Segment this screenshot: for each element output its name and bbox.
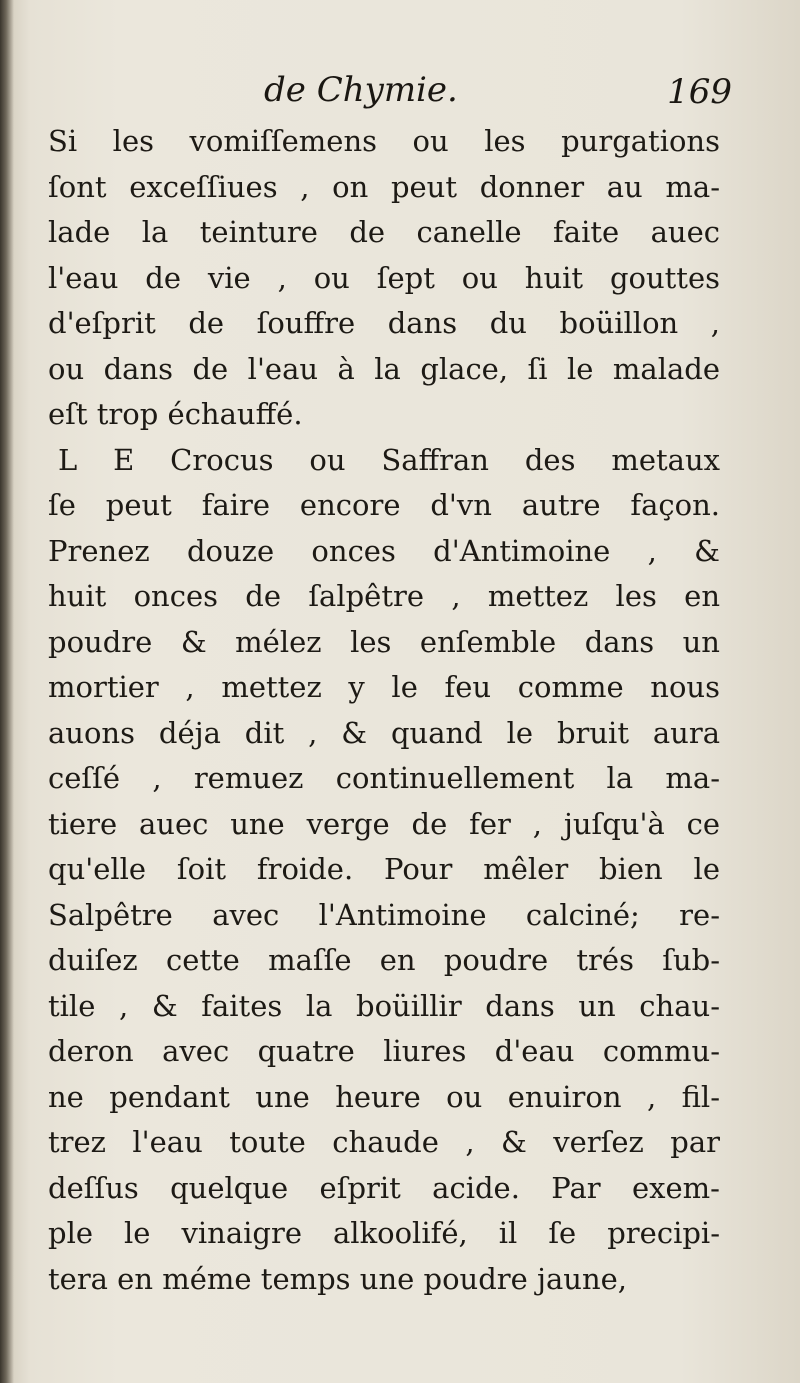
text-line: auons déja dit , & quand le bruit aura [48,715,720,750]
text-line: poudre & mélez les enſemble dans un [48,624,720,659]
page-number: 169 [667,72,732,112]
page-header [48,70,732,120]
text-line: tera en méme temps une poudre jaune, [48,1261,628,1296]
text-line: Prenez douze onces d'Antimoine , & [48,533,720,568]
text-line: duiſez cette maſſe en poudre trés ſub- [48,943,720,977]
text-line: deſſus quelque eſprit acide. Par exem- [48,1170,720,1205]
text-line: tile , & faites la boüillir dans un chau- [48,988,720,1023]
text-line: ou dans de l'eau à la glace, ſi le malade [48,351,720,386]
text-line: d'eſprit de ſouffre dans du boüillon , [48,306,720,340]
text-line: ceſſé , remuez continuellement la ma- [48,761,720,795]
text-line: L E Crocus ou Saffran des metaux [58,442,720,477]
text-line: ſe peut faire encore d'vn autre façon. [48,488,720,522]
text-line: tiere auec une verge de fer , juſqu'à ce [48,806,720,841]
body-text [48,119,720,1302]
binding-shadow [0,0,14,1383]
text-line: lade la teinture de canelle faite auec [48,215,720,249]
text-line: huit onces de ſalpêtre , mettez les en [48,579,720,613]
text-line: eſt trop échauffé. [48,397,303,431]
text-line: ne pendant une heure ou enuiron , fil- [48,1079,720,1114]
text-line: deron avec quatre liures d'eau commu- [48,1034,720,1068]
text-line: qu'elle ſoit froide. Pour mêler bien le [48,852,720,886]
running-head: de Chymie. [264,70,458,110]
text-line: trez l'eau toute chaude , & verſez par [48,1125,720,1159]
text-line: ſont exceſſiues , on peut donner au ma- [48,169,720,204]
text-line: l'eau de vie , ou ſept ou huit gouttes [48,260,720,295]
text-line: Salpêtre avec l'Antimoine calciné; re- [48,897,720,932]
text-line: ple le vinaigre alkoolifé, il ſe precipi- [48,1216,720,1250]
text-line: Si les vomiſſemens ou les purgations [48,124,720,158]
text-line: mortier , mettez y le feu comme nous [48,670,720,704]
